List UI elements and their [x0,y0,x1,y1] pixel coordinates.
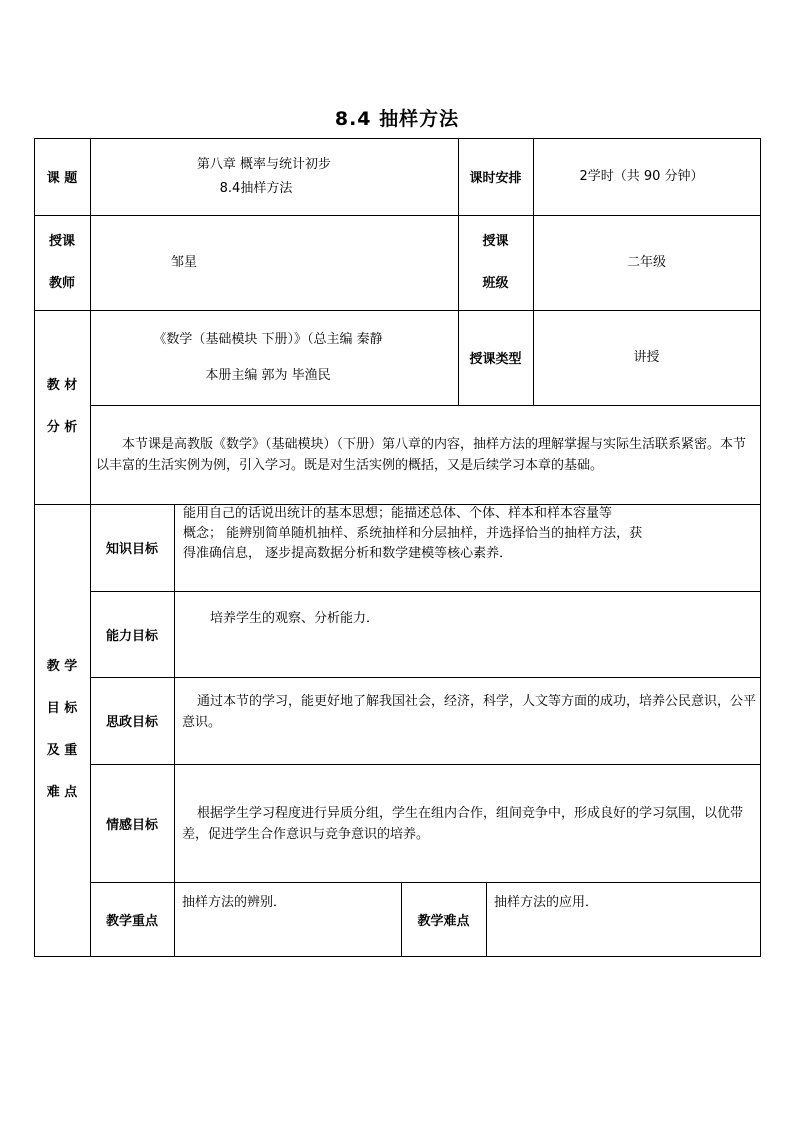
ability-goal-label: 能力目标 [105,628,158,644]
emotion-goal-text: 根据学生学习程度进行异质分组，学生在组内合作，组间竞争中，形成良好的学习氛围，以优带差，促进学生合作意识与竞争意识的培养。 [182,806,744,842]
emotion-goal-label: 情感目标 [105,817,158,833]
class-value: 二年级 [626,254,666,270]
difficulty-text: 抽样方法的应用． [494,895,599,910]
goals-side-label: 教 学 目 标 及 重 难 点 [46,659,78,800]
teacher-label: 授课 教师 [48,233,75,291]
textbook-line-1: 《数学（基础模块 下册）》（总主编 秦静 [153,331,383,347]
knowledge-goal-text [183,504,758,591]
document-title: 8.4 抽样方法 [334,108,460,130]
topic-line-1: 第八章 概率与统计初步 [196,156,332,172]
textbook-info [90,310,458,405]
textbook-analysis-label: 教 材 分 析 [46,378,78,435]
lesson-type-label: 授课类型 [469,352,522,367]
knowledge-goal-label: 知识目标 [105,542,158,557]
knowledge-line-3: 得准确信息， 逐步提高数据分析和数学建模等核心素养． [183,546,513,561]
schedule-value: 2学时（共 90 分钟） [579,168,704,184]
ideology-goal-label: 思政目标 [105,715,158,730]
knowledge-line-2: 概念； 能辨别简单随机抽样、系统抽样和分层抽样，并选择恰当的抽样方法，获 [183,526,643,541]
topic-value [90,138,458,215]
ability-goal-text: 培养学生的观察、分析能力． [210,611,380,626]
key-point-label: 教学重点 [105,913,158,929]
topic-line-2: 8.4抽样方法 [219,180,293,196]
difficulty-label: 教学难点 [417,913,470,929]
knowledge-line-1: 能用自己的话说出统计的基本思想；能描述总体、个体、样本和样本容量等 [183,506,613,521]
textbook-line-2: 本册主编 郭为 毕渔民 [205,367,331,383]
key-point-text: 抽样方法的辨别． [182,895,287,910]
class-label: 授课 班级 [482,233,509,291]
lesson-type-value: 讲授 [633,349,660,365]
schedule-label: 课时安排 [469,171,522,186]
teacher-value: 邹星 [170,254,197,270]
ideology-goal-text: 通过本节的学习，能更好地了解我国社会，经济，科学，人文等方面的成功，培养公民意识，公平意识。 [182,694,757,730]
topic-label: 课 题 [46,171,78,186]
textbook-analysis-text: 本节课是高教版《数学》（基础模块）（下册）第八章的内容，抽样方法的理解掌握与实际生活联系紧密。本节以丰富的生活实例为例，引入学习。既是对生活实例的概括，又是后续学习本章的基础。 [96,437,747,473]
